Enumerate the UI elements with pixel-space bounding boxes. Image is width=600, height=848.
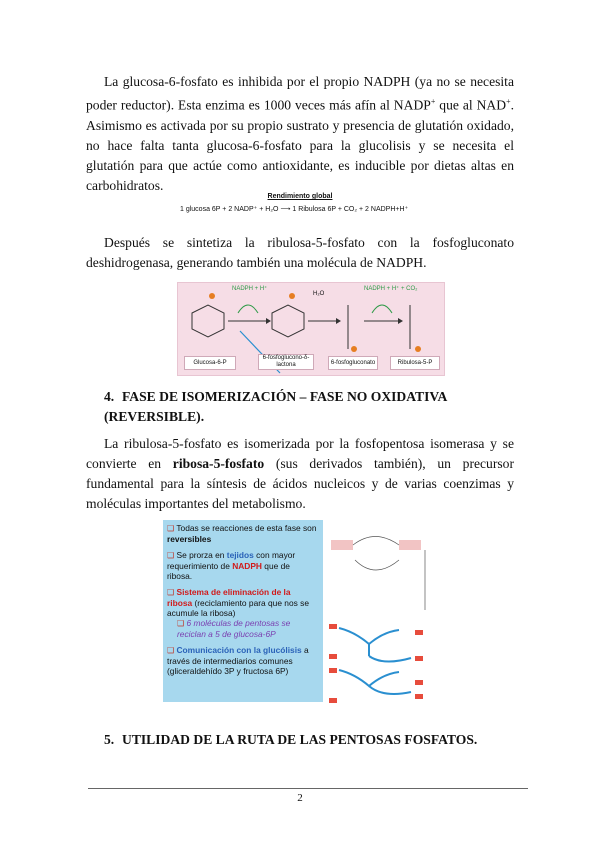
para1-text-1: La glucosa-6-fosfato es inhibida por el propio NADPH (ya no se necesita poder reductor). Esta enzima es 1000 veces más afín al NADP bbox=[86, 74, 514, 113]
lactone-ring bbox=[272, 305, 304, 337]
cofactor-arc bbox=[372, 305, 392, 313]
rendimiento-title: Rendimiento global bbox=[267, 193, 333, 200]
cofactor-arc bbox=[238, 305, 258, 313]
phosphate-icon bbox=[209, 293, 215, 299]
arrowhead-icon bbox=[398, 318, 403, 324]
pathway-branch bbox=[339, 670, 399, 686]
glucose-ring bbox=[192, 305, 224, 337]
pathway-svg bbox=[325, 520, 441, 712]
pathway-node bbox=[415, 630, 423, 635]
page-number: 2 bbox=[297, 792, 303, 804]
rendimiento-equation: 1 glucosa 6P + 2 NADP⁺ + H₂O ⟶ 1 Ribulosa 6P + CO₂ + 2 NADPH+H⁺ bbox=[180, 206, 409, 213]
pathway-node bbox=[331, 540, 353, 550]
sup-plus: + bbox=[430, 97, 436, 106]
heading-section-4 bbox=[104, 387, 514, 427]
arrowhead-icon bbox=[336, 318, 341, 324]
phosphate-icon bbox=[351, 346, 357, 352]
heading-number: 4. bbox=[104, 389, 115, 404]
pathway-node bbox=[415, 656, 423, 661]
figure-oxidative-phase bbox=[177, 282, 445, 376]
paragraph-ribulose-synthesis: Después se sintetiza la ribulosa-5-fosfato con la fosfogluconato deshidrogenasa, generando también una molécula de NADPH. bbox=[86, 235, 514, 270]
term-ribosa-5-fosfato: ribosa-5-fosfato bbox=[172, 456, 265, 471]
heading-text: FASE DE ISOMERIZACIÓN – FASE NO OXIDATIVA (REVERSIBLE). bbox=[104, 389, 447, 424]
pathway-node bbox=[329, 668, 337, 673]
paragraph-g6p-regulation bbox=[86, 72, 514, 196]
summary-panel: ❑ Todas se reacciones de esta fase son reversibles ❑ Se prorza en tejidos con mayor requerimiento de NADPH que de ribosa. ❑ Sistema de eliminación de la ribosa (reciclamiento para que nos se acumule la ribosa) ❑ 6 moléculas de pentosas se reciclan a 5 de glucosa-6P ❑ Comunicación con la glucólisis a través de intermediarios comunes (gliceraldehído 3P y fructosa 6P) bbox=[163, 520, 323, 702]
pathway-branch bbox=[339, 628, 399, 644]
pathway-arrow bbox=[355, 560, 399, 570]
figure-non-oxidative-phase bbox=[163, 520, 441, 712]
pathway-node bbox=[329, 624, 337, 629]
heading-section-5 bbox=[104, 730, 514, 750]
paragraph-isomerization bbox=[86, 434, 514, 514]
heading-text: UTILIDAD DE LA RUTA DE LAS PENTOSAS FOSFATOS. bbox=[122, 732, 478, 747]
label-gluconate: 6-fosfogluconato bbox=[328, 356, 378, 370]
arrowhead-icon bbox=[266, 318, 271, 324]
para1-text-2: que al NAD bbox=[435, 97, 507, 113]
cofactor-label-1: NADPH + H⁺ bbox=[232, 286, 268, 292]
pathway-node bbox=[415, 694, 423, 699]
label-glucose-6p: Glucosa-6-P bbox=[184, 356, 236, 370]
label-ribulose-5p: Ribulosa-5-P bbox=[390, 356, 440, 370]
pathway-arrow bbox=[353, 537, 399, 546]
cofactor-label-3: NADPH + H⁺ + CO₂ bbox=[364, 286, 418, 292]
pathway-node bbox=[399, 540, 421, 550]
phosphate-icon bbox=[415, 346, 421, 352]
para3-text-1: La ribulosa-5-fosfato es isomerizada por la fosfopentosa isomerasa y se convierte en bbox=[86, 436, 514, 471]
pathway-branch bbox=[369, 686, 411, 694]
cofactor-label-2: H₂O bbox=[313, 291, 325, 297]
pathway-node bbox=[329, 654, 337, 659]
pathway-node bbox=[415, 680, 423, 685]
phosphate-icon bbox=[289, 293, 295, 299]
pathway-node bbox=[329, 698, 337, 703]
pathway-branch bbox=[369, 656, 411, 662]
para3-text-2: (sus derivados también), un precursor fundamental para la síntesis de ácidos nucleicos y de varias coenzimas y moléculas importantes del metabolismo. bbox=[86, 456, 514, 511]
pathway-diagram bbox=[325, 520, 441, 712]
sup-plus: + bbox=[506, 97, 511, 106]
para1-text-3: . Asimismo es activada por su propio sustrato y presencia de glutatión oxidado, no hace falta tanta glucosa-6-fosfato para la glucolisis y se necesita el glutatión para que actúe como antioxidante, es inducible por dietas altas en carbohidratos. bbox=[86, 97, 514, 193]
footer-divider bbox=[88, 788, 528, 789]
heading-number: 5. bbox=[104, 732, 115, 747]
label-lactone: 6-fosfoglucono-δ-lactona bbox=[258, 354, 314, 370]
